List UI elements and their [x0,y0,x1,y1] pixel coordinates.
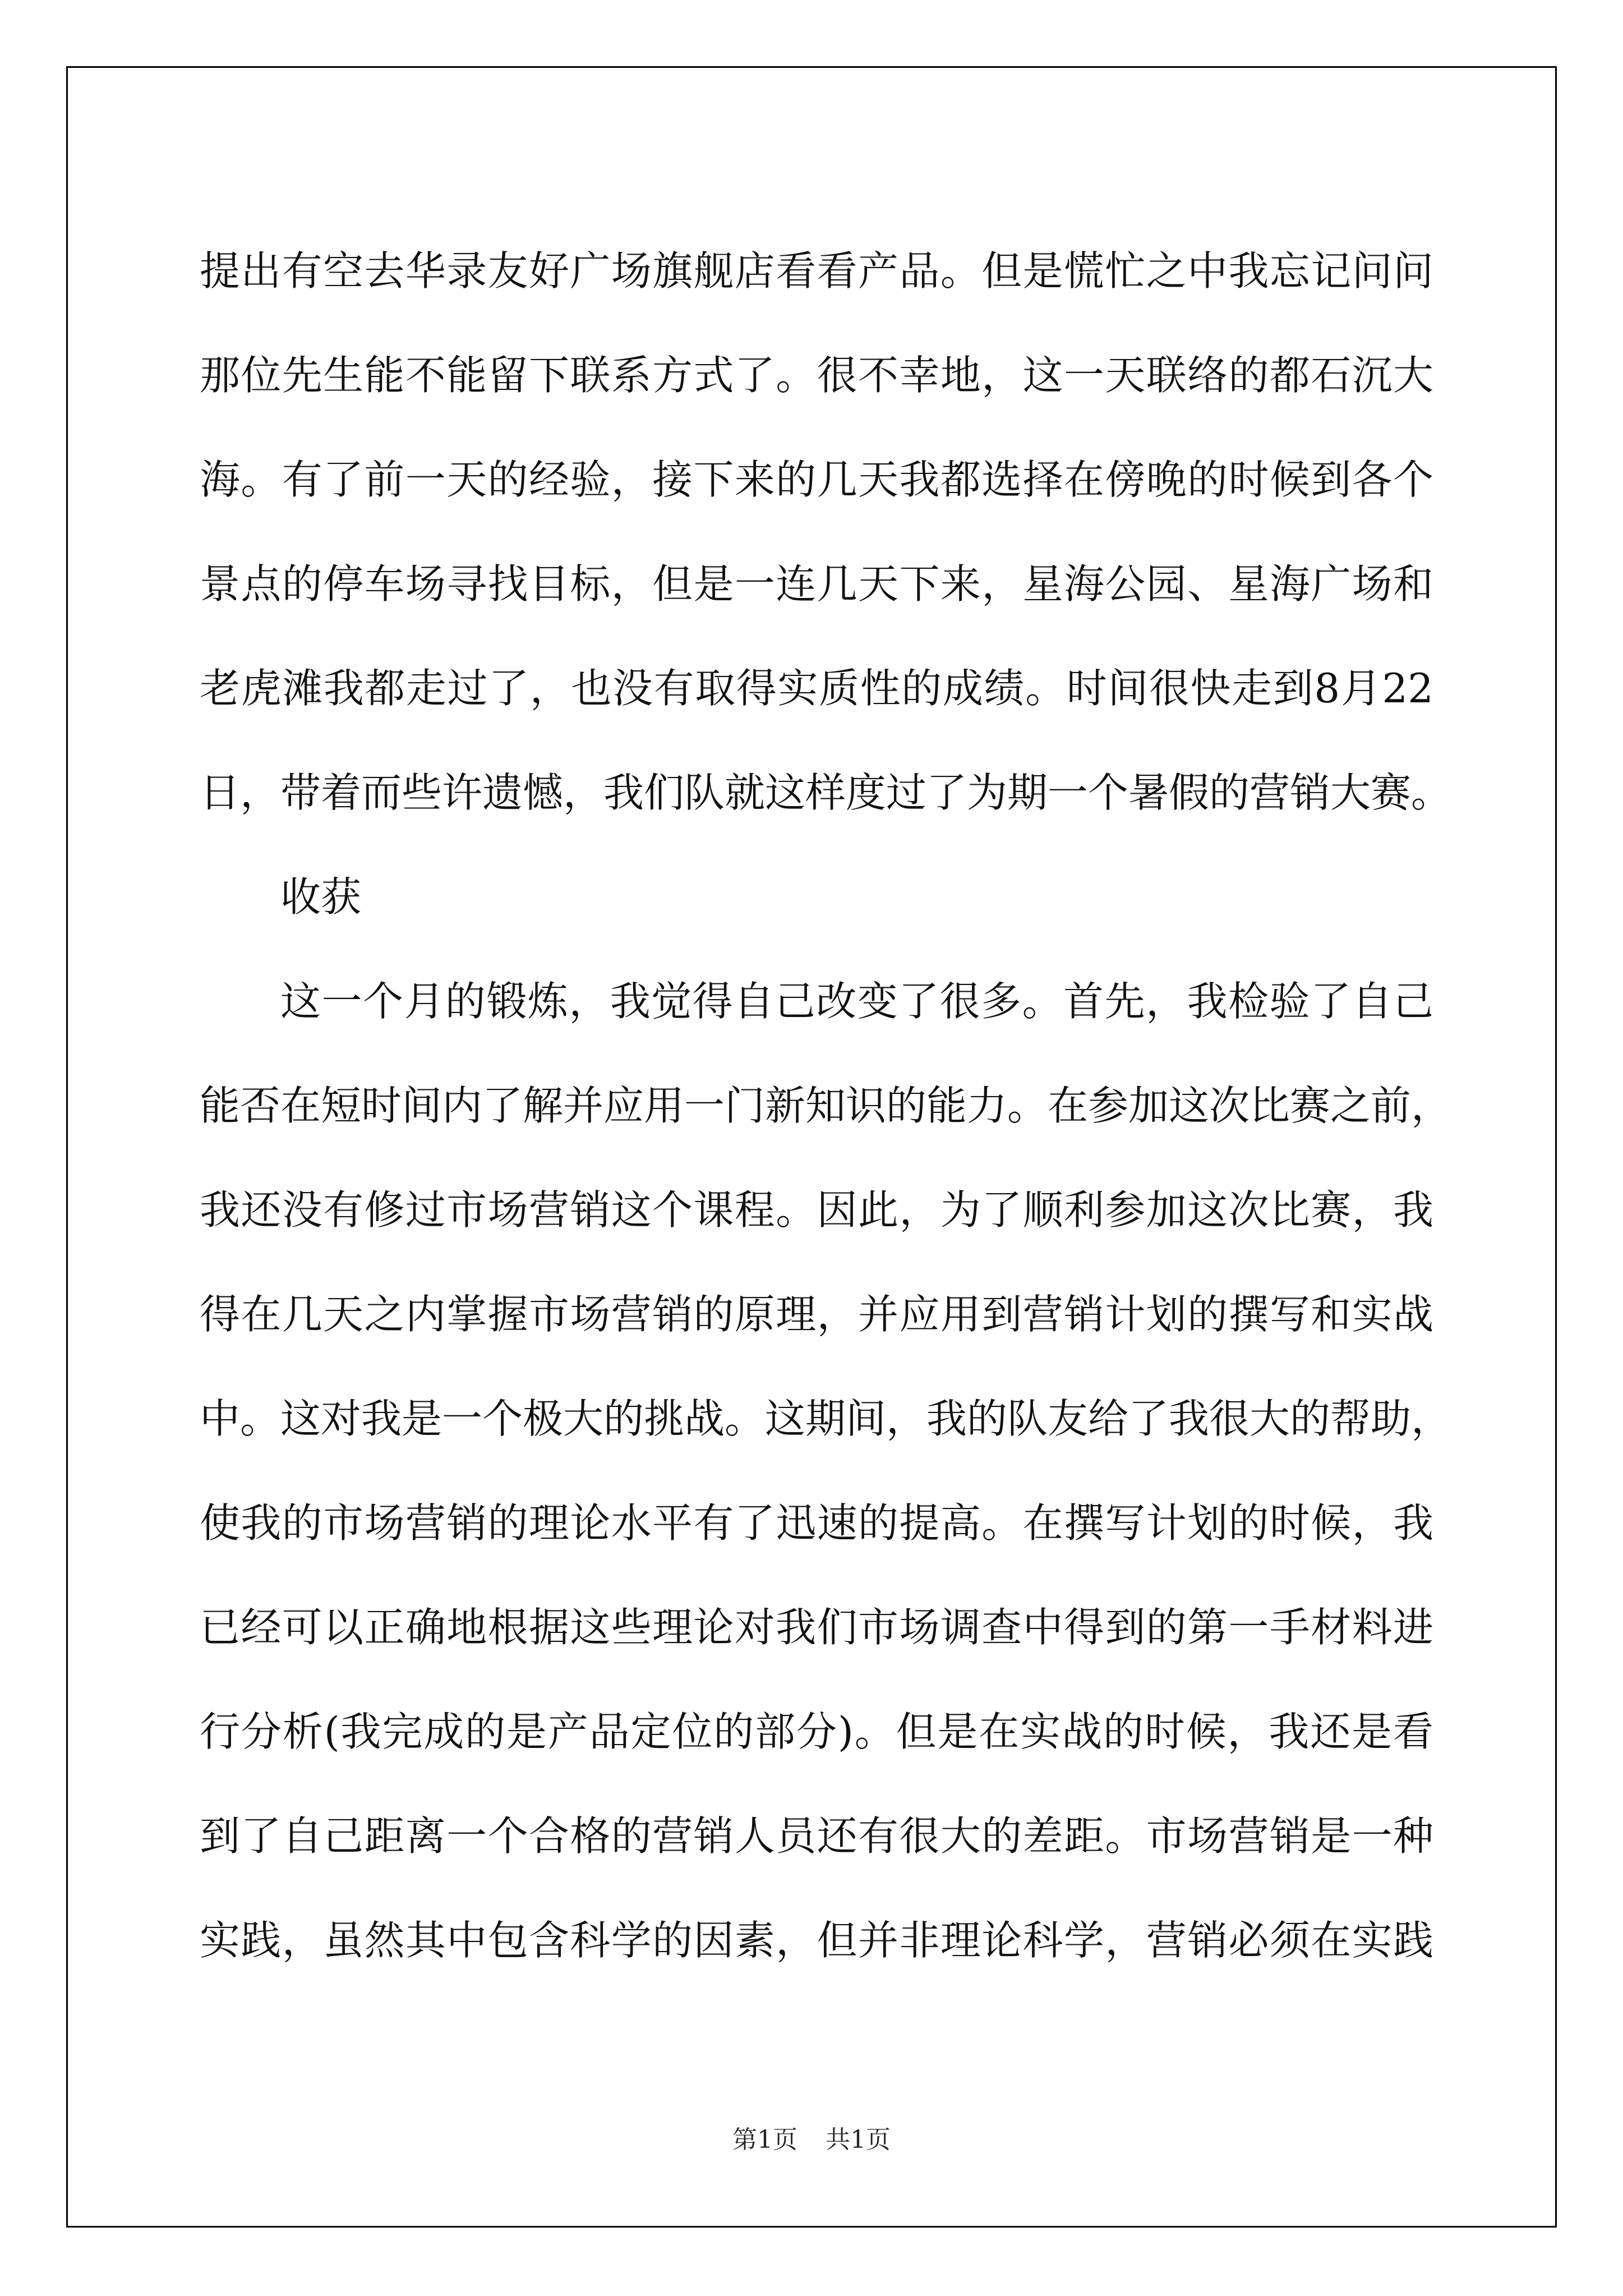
text-line-11: 得在几天之内掌握市场营销的原理，并应用到营销计划的撰写和实战 [200,1291,1433,1338]
text-line-14: 已经可以正确地根据这些理论对我们市场调查中得到的第一手材料进 [200,1604,1433,1651]
text-line-3: 海。有了前一天的经验，接下来的几天我都选择在傍晚的时候到各个 [200,456,1433,503]
text-line-9: 能否在短时间内了解并应用一门新知识的能力。在参加这次比赛之前， [200,1082,1452,1129]
text-line-15: 行分析(我完成的是产品定位的部分)。但是在实战的时候，我还是看 [200,1708,1433,1755]
page-total: 共1页 [826,2125,891,2154]
text-line-4: 景点的停车场寻找目标，但是一连几天下来，星海公园、星海广场和 [200,560,1433,608]
text-line-1: 提出有空去华录友好广场旗舰店看看产品。但是慌忙之中我忘记问问 [200,247,1433,295]
text-line-13: 使我的市场营销的理论水平有了迅速的提高。在撰写计划的时候，我 [200,1499,1433,1547]
text-line-2: 那位先生能不能留下联系方式了。很不幸地，这一天联络的都石沉大 [200,352,1433,399]
text-line-8: 这一个月的锻炼，我觉得自己改变了很多。首先，我检验了自己 [280,978,1433,1025]
section-heading-harvest: 收获 [280,873,362,921]
text-line-12: 中。这对我是一个极大的挑战。这期间，我的队友给了我很大的帮助， [200,1395,1452,1442]
document-body [200,219,1452,1993]
page-number: 第1页 [732,2125,797,2154]
page-footer [0,2119,1623,2155]
text-line-17: 实践，虽然其中包含科学的因素，但并非理论科学，营销必须在实践 [200,1917,1433,1964]
text-line-5: 老虎滩我都走过了，也没有取得实质性的成绩。时间很快走到8月22 [200,665,1433,712]
text-line-6: 日，带着而些许遗憾，我们队就这样度过了为期一个暑假的营销大赛。 [200,769,1452,816]
text-line-10: 我还没有修过市场营销这个课程。因此，为了顺利参加这次比赛，我 [200,1186,1433,1234]
text-line-16: 到了自己距离一个合格的营销人员还有很大的差距。市场营销是一种 [200,1812,1433,1860]
